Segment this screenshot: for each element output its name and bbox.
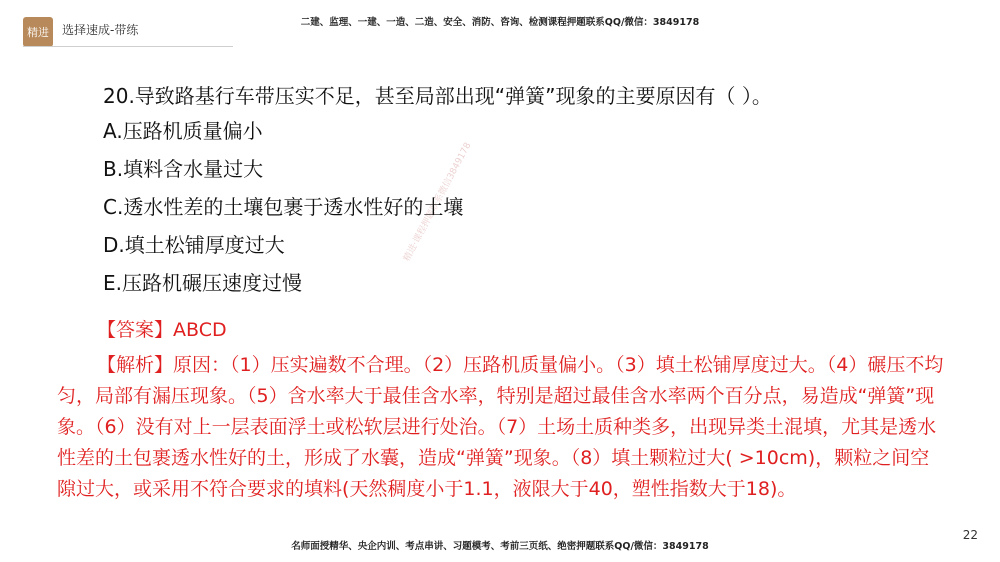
section-subtitle: 选择速成-带练 bbox=[62, 23, 139, 37]
page-number: 22 bbox=[962, 528, 978, 542]
option-b: B.填料含水量过大 bbox=[103, 157, 264, 181]
analysis-text: 【解析】原因：（1）压实遍数不合理。（2）压路机质量偏小。（3）填土松铺厚度过大。（4）碾压不均匀，局部有漏压现象。（5）含水率大于最佳含水率，特别是超过最佳含水率两个百分点，易造成“弹簧”现象。（6）没有对上一层表面浮土或松软层进行处治。（7）土场土质种类多，出现异类土混填，尤其是透水性差的土包裹透水性好的土，形成了水囊，造成“弹簧”现象。（8）填土颗粒过大( >10cm)，颗粒之间空隙过大，或采用不符合要求的填料(天然稠度小于1.1，液限大于40，塑性指数大于18)。 bbox=[57, 354, 944, 500]
brand-logo-text: 精进 bbox=[27, 26, 49, 39]
option-list bbox=[103, 119, 463, 309]
top-contact-banner: 二建、监理、一建、一造、二造、安全、消防、咨询、检测课程押题联系QQ/微信：3849178 bbox=[300, 17, 700, 28]
header-divider bbox=[23, 46, 233, 47]
question-title: 20.导致路基行车带压实不足，甚至局部出现“弹簧”现象的主要原因有（ ）。 bbox=[103, 84, 772, 108]
watermark: 精进·课程押题联系微信3849178 bbox=[402, 141, 474, 264]
bottom-contact-banner: 名师面授精华、央企内训、考点串讲、习题模考、考前三页纸、绝密押题联系QQ/微信：3849178 bbox=[291, 541, 709, 552]
option-e: E.压路机碾压速度过慢 bbox=[103, 271, 302, 295]
option-d: D.填土松铺厚度过大 bbox=[103, 233, 285, 257]
option-a: A.压路机质量偏小 bbox=[103, 119, 263, 143]
answer-text: 【答案】ABCD bbox=[97, 319, 227, 341]
option-c: C.透水性差的土壤包裹于透水性好的土壤 bbox=[103, 195, 464, 219]
